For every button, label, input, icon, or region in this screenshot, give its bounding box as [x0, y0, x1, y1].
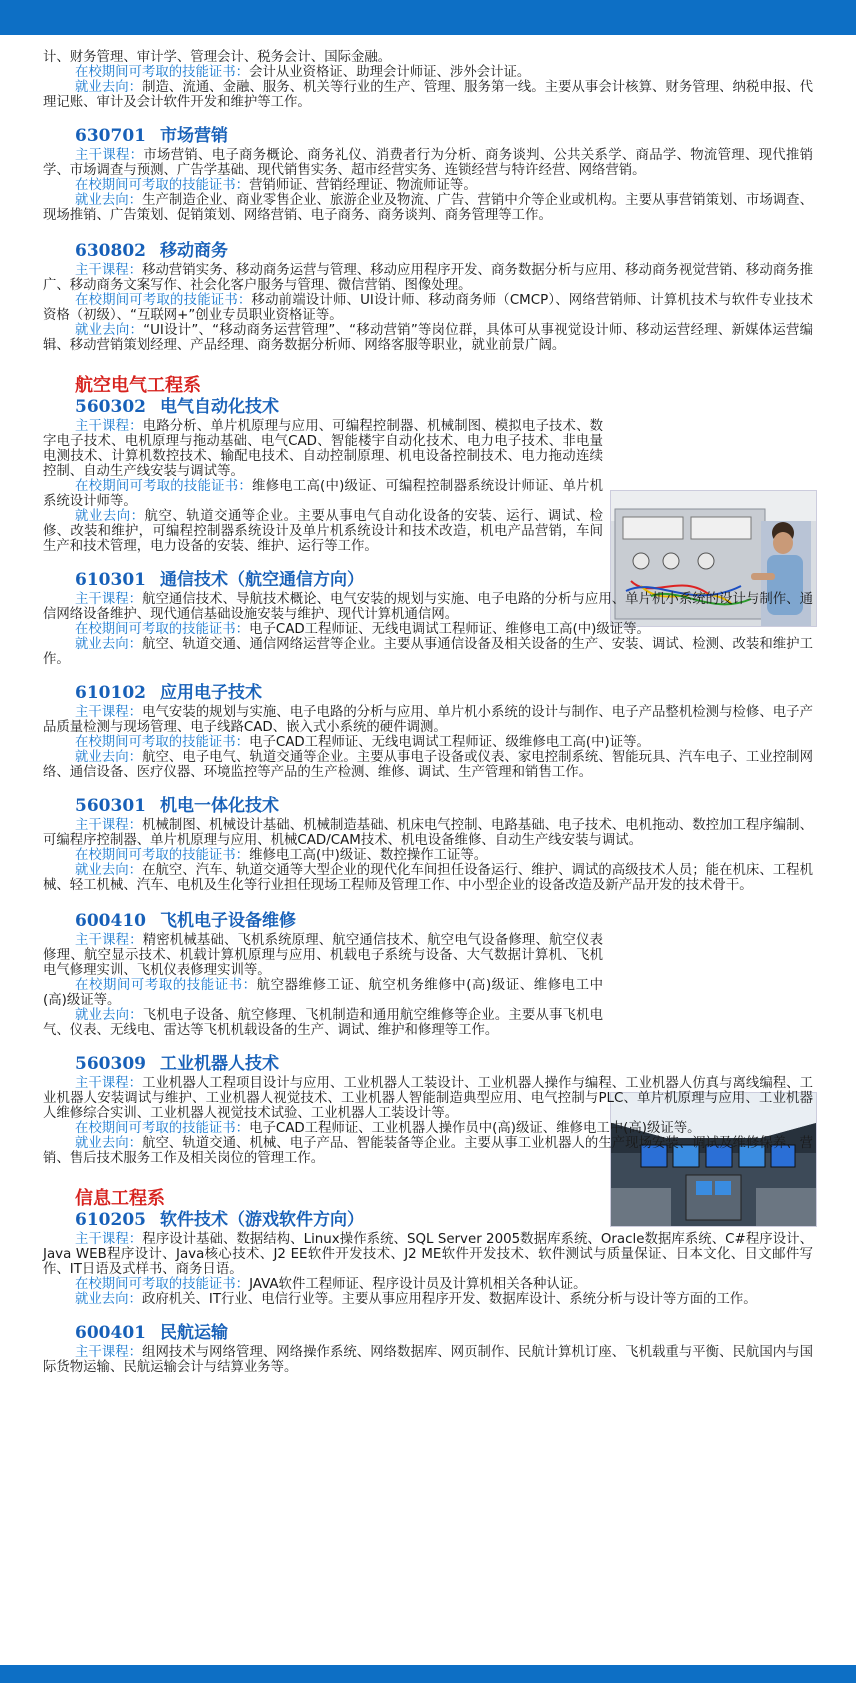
cert-label: 在校期间可考取的技能证书： — [75, 622, 250, 637]
cert-text: 电子CAD工程师证、无线电调试工程师证、级维修电工高(中)证等。 — [249, 735, 650, 750]
course-label: 主干课程： — [75, 263, 143, 278]
cert-line — [43, 622, 813, 637]
job-label: 就业去向： — [75, 1008, 143, 1023]
bottom-banner-bar — [0, 1665, 856, 1683]
cert-text: 营销师证、营销经理证、物流师证等。 — [249, 178, 477, 193]
major-code: 610301 — [75, 570, 146, 590]
course-label: 主干课程： — [75, 1345, 143, 1360]
major-title-610102 — [75, 683, 813, 703]
job-label: 就业去向： — [75, 80, 143, 95]
major-code: 630701 — [75, 126, 146, 146]
course-text: 组网技术与网络管理、网络操作系统、网络数据库、网页制作、民航计算机订座、飞机载重与平衡、民航国内与国际货物运输、民航运输会计与结算业务等。 — [43, 1345, 813, 1375]
major-code: 560309 — [75, 1054, 146, 1074]
cert-text: 移动前端设计师、UI设计师、移动商务师（CMCP）、网络营销师、计算机技术与软件专业技术资格（初级）、“互联网+”创业专员职业资格证等。 — [43, 293, 813, 323]
course-line — [43, 705, 813, 735]
job-text: 航空、轨道交通、通信网络运营等企业。主要从事通信设备及相关设备的生产、安装、调试、检测、改装和维护工作。 — [43, 637, 813, 667]
major-title-610301 — [75, 570, 813, 590]
major-code: 560302 — [75, 397, 146, 417]
job-text: 制造、流通、金融、服务、机关等行业的生产、管理、服务第一线。主要从事会计核算、财务管理、纳税申报、代理记账、审计及会计软件开发和维护等工作。 — [43, 80, 813, 110]
major-name: 飞机电子设备维修 — [159, 911, 296, 931]
cert-label: 在校期间可考取的技能证书： — [75, 1277, 250, 1292]
job-text: 政府机关、IT行业、电信行业等。主要从事应用程序开发、数据库设计、系统分析与设计等方面的工作。 — [141, 1292, 757, 1307]
major-title-560301 — [75, 796, 813, 816]
course-label: 主干课程： — [75, 148, 144, 163]
cert-text: 电子CAD工程师证、工业机器人操作员中(高)级证、维修电工中(高)级证等。 — [249, 1121, 701, 1136]
course-line — [43, 1345, 813, 1375]
course-text: 机械制图、机械设计基础、机械制造基础、机床电气控制、电路基础、电子技术、电机拖动、数控加工程序编制、可编程序控制器、单片机原理与应用、机械CAD/CAM技术、机电设备维修、自动生产线安装与调试。 — [43, 818, 813, 848]
major-name: 软件技术（游戏软件方向） — [159, 1210, 364, 1230]
course-line — [43, 592, 813, 622]
job-line — [43, 750, 813, 780]
job-text: 飞机电子设备、航空修理、飞机制造和通用航空维修等企业。主要从事飞机电气、仪表、无线电、雷达等飞机机载设备的生产、调试、维护和修理等工作。 — [43, 1008, 604, 1038]
course-label: 主干课程： — [75, 705, 143, 720]
cert-label: 在校期间可考取的技能证书： — [75, 848, 250, 863]
job-label: 就业去向： — [75, 193, 143, 208]
course-text: 电路分析、单片机原理与应用、可编程控制器、机械制图、模拟电子技术、数字电子技术、电机原理与拖动基础、电气CAD、智能楼宇自动化技术、电力电子技术、非电量电测技术、计算机数控技术、输配电技术、自动控制原理、机电设备控制技术、电力拖动连续控制、自动生产线安装与调试等。 — [43, 419, 604, 479]
major-name: 通信技术（航空通信方向） — [159, 570, 364, 590]
job-label: 就业去向： — [75, 509, 145, 524]
cert-line — [43, 848, 813, 863]
cert-line — [43, 293, 813, 323]
job-line — [43, 509, 603, 554]
cert-line — [43, 1277, 813, 1292]
course-label: 主干课程： — [75, 592, 143, 607]
top-banner-bar — [0, 0, 856, 35]
cert-text: 电子CAD工程师证、无线电调试工程师证、维修电工高(中)级证等。 — [249, 622, 650, 637]
major-code: 560301 — [75, 796, 146, 816]
course-label: 主干课程： — [75, 1076, 143, 1091]
major-block-600410 — [43, 911, 603, 1038]
major-code: 630802 — [75, 241, 146, 261]
major-name: 工业机器人技术 — [159, 1054, 279, 1074]
intro-job-line — [43, 80, 813, 110]
major-title-600401 — [75, 1323, 813, 1343]
job-text: 航空、电子电气、轨道交通等企业。主要从事电子设备或仪表、家电控制系统、智能玩具、汽车电子、工业控制网络、通信设备、医疗仪器、环境监控等产品的生产检测、维修、调试、生产管理和销售工作。 — [43, 750, 813, 780]
job-label: 就业去向： — [75, 637, 143, 652]
cert-line — [43, 978, 603, 1008]
major-title-630802 — [75, 241, 813, 261]
job-line — [43, 1136, 813, 1166]
job-label: 就业去向： — [75, 863, 143, 878]
department-heading-information-engineering: 信息工程系 — [75, 1188, 165, 1209]
cert-label: 在校期间可考取的技能证书： — [75, 1121, 250, 1136]
course-text: 程序设计基础、数据结构、Linux操作系统、SQL Server 2005数据库系统、Oracle数据库系统、C#程序设计、Java WEB程序设计、Java核心技术、J2 EE软件开发技术、J2 ME软件开发技术、软件测试与质量保证、日本文化、日文邮件写作、IT日语及式样书、商务日语。 — [43, 1232, 813, 1277]
course-label: 主干课程： — [75, 818, 143, 833]
course-text: 航空通信技术、导航技术概论、电气安装的规划与实施、电子电路的分析与应用、单片机小系统的设计与制作、通信网络设备维护、现代通信基础设施安装与维护、现代计算机通信网。 — [43, 592, 813, 622]
course-text: 电气安装的规划与实施、电子电路的分析与应用、单片机小系统的设计与制作、电子产品整机检测与检修、电子产品质量检测与现场管理、电子线路CAD、嵌入式小系统的硬件调测。 — [43, 705, 813, 735]
major-title-600410 — [75, 911, 603, 931]
course-line — [43, 263, 813, 293]
job-text: “UI设计”、“移动商务运营管理”、“移动营销”等岗位群，具体可从事视觉设计师、移动运营经理、新媒体运营编辑、移动营销策划经理、产品经理、商务数据分析师、网络客服等职业，就业前景广阔。 — [43, 323, 814, 353]
course-text: 精密机械基础、飞机系统原理、航空通信技术、航空电气设备修理、航空仪表修理、航空显示技术、机载计算机原理与应用、机载电子系统与设备、大气数据计算机、飞机电气修理实训、飞机仪表修理实训等。 — [43, 933, 604, 978]
major-name: 民航运输 — [159, 1323, 228, 1343]
cert-line — [43, 479, 603, 509]
job-line — [43, 1292, 813, 1307]
major-code: 600401 — [75, 1323, 146, 1343]
job-line — [43, 323, 813, 353]
major-title-560309 — [75, 1054, 813, 1074]
program-listing — [43, 50, 813, 1375]
cert-line — [43, 735, 813, 750]
course-line — [43, 148, 813, 178]
job-line — [43, 863, 813, 893]
cert-label: 在校期间可考取的技能证书： — [75, 735, 250, 750]
course-label: 主干课程： — [75, 933, 143, 948]
cert-line — [43, 178, 813, 193]
job-text: 生产制造企业、商业零售企业、旅游企业及物流、广告、营销中介等企业或机构。主要从事营销策划、市场调查、现场推销、广告策划、促销策划、网络营销、电子商务、商务谈判、商务管理等工作。 — [43, 193, 813, 223]
course-text: 市场营销、电子商务概论、商务礼仪、消费者行为分析、商务谈判、公共关系学、商品学、物流管理、现代推销学、市场调查与预测、广告学基础、现代销售实务、超市经营实务、连锁经营与特许经营、网络营销。 — [43, 148, 813, 178]
job-line — [43, 1008, 603, 1038]
major-code: 600410 — [75, 911, 146, 931]
major-name: 市场营销 — [159, 126, 228, 146]
cert-text: 航空器维修工证、航空机务维修中(高)级证、维修电工中(高)级证等。 — [43, 978, 603, 1008]
job-label: 就业去向： — [75, 1136, 143, 1151]
course-label: 主干课程： — [75, 419, 143, 434]
course-line — [43, 1076, 813, 1121]
job-line — [43, 637, 813, 667]
cert-text: JAVA软件工程师证、程序设计员及计算机相关各种认证。 — [249, 1277, 587, 1292]
cert-label: 在校期间可考取的技能证书： — [75, 978, 257, 993]
major-name: 电气自动化技术 — [159, 397, 279, 417]
job-label: 就业去向： — [75, 323, 144, 338]
course-line — [43, 419, 603, 479]
major-title-630701 — [75, 126, 813, 146]
course-text: 工业机器人工程项目设计与应用、工业机器人工装设计、工业机器人操作与编程、工业机器人仿真与离线编程、工业机器人安装调试与维护、工业机器人视觉技术、工业机器人智能制造典型应用、电气控制与PLC、单片机原理与应用、工业机器人维修综合实训、工业机器人视觉技术试验、工业机器人工装设计等。 — [43, 1076, 813, 1121]
major-block-560302 — [43, 397, 603, 554]
cert-label: 在校期间可考取的技能证书： — [75, 65, 250, 80]
cert-label: 在校期间可考取的技能证书： — [75, 293, 252, 308]
major-title-560302 — [75, 397, 603, 417]
cert-label: 在校期间可考取的技能证书： — [75, 178, 250, 193]
major-name: 应用电子技术 — [159, 683, 262, 703]
course-label: 主干课程： — [75, 1232, 143, 1247]
intro-cert-line — [43, 65, 813, 80]
job-text: 航空、轨道交通、机械、电子产品、智能装备等企业。主要从事工业机器人的生产现场安装、调试及维修保养、营销、售后技术服务工作及相关岗位的管理工作。 — [43, 1136, 813, 1166]
major-name: 移动商务 — [159, 241, 228, 261]
course-text: 移动营销实务、移动商务运营与管理、移动应用程序开发、商务数据分析与应用、移动商务视觉营销、移动商务推广、移动商务文案写作、社会化客户服务与管理、微信营销、图像处理。 — [43, 263, 813, 293]
cert-text: 维修电工高(中)级证、数控操作工证等。 — [249, 848, 488, 863]
department-heading-aviation-electrical: 航空电气工程系 — [75, 375, 201, 396]
job-label: 就业去向： — [75, 750, 143, 765]
major-name: 机电一体化技术 — [159, 796, 279, 816]
cert-text: 维修电工高(中)级证、可编程控制器系统设计师证、单片机系统设计师等。 — [43, 479, 603, 509]
cert-line — [43, 1121, 813, 1136]
course-line — [43, 933, 603, 978]
job-text: 航空、轨道交通等企业。主要从事电气自动化设备的安装、运行、调试、检修、改装和维护，可编程控制器系统设计及单片机系统设计和技术改造，机电产品营销，车间生产和技术管理，电力设备的安装、维护、运行等工作。 — [43, 509, 604, 554]
intro-course-continuation: 计、财务管理、审计学、管理会计、税务会计、国际金融。 — [43, 50, 392, 65]
major-code: 610102 — [75, 683, 146, 703]
job-label: 就业去向： — [75, 1292, 142, 1307]
course-line — [43, 818, 813, 848]
job-line — [43, 193, 813, 223]
major-title-610205 — [75, 1210, 813, 1230]
job-text: 在航空、汽车、轨道交通等大型企业的现代化车间担任设备运行、维护、调试的高级技术人员；能在机床、工程机械、轻工机械、汽车、电机及生化等行业担任现场工程师及管理工作、中小型企业的设备改造及新产品开发的技术骨干。 — [43, 863, 813, 893]
major-code: 610205 — [75, 1210, 146, 1230]
course-line — [43, 1232, 813, 1277]
cert-label: 在校期间可考取的技能证书： — [75, 479, 252, 494]
cert-text: 会计从业资格证、助理会计师证、涉外会计证。 — [249, 65, 531, 80]
